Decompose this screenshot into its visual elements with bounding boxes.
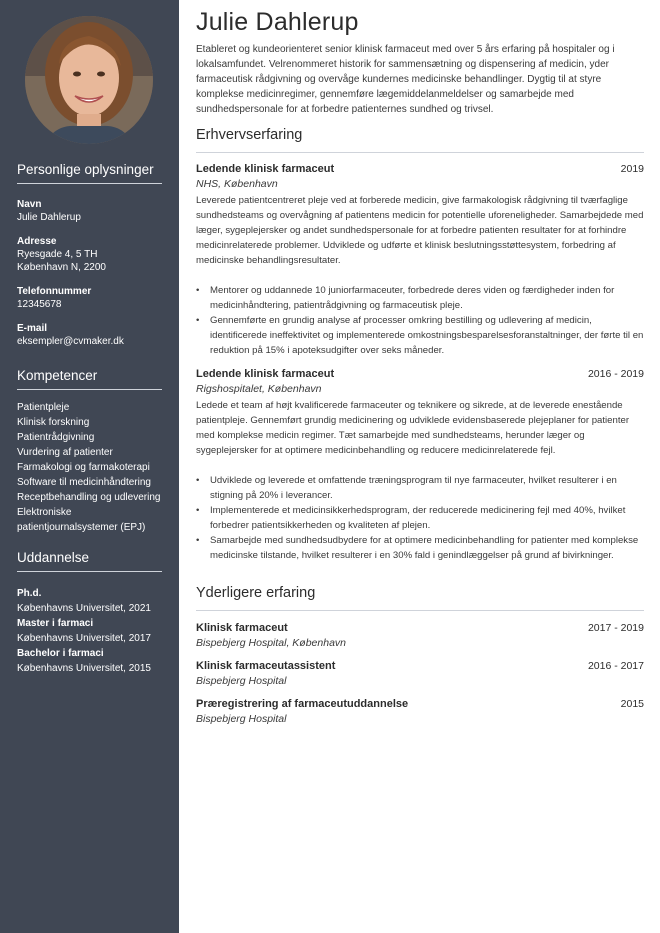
- skill-item: Patientpleje: [17, 402, 70, 413]
- additional-job-entry: [196, 660, 644, 687]
- job-bullets: [196, 473, 644, 563]
- job-bullets: [196, 283, 644, 358]
- job-header: [196, 368, 644, 380]
- job-header: [196, 622, 644, 634]
- job-bullet: • Samarbejde med sundhedsudbydere for at optimere medicinbehandling for patienter med komplekse medicinske tilstande, hvilket resulterer i en 30% fald i genindlæggelser på grund af bivirkninger.: [210, 533, 644, 563]
- job-header: [196, 698, 644, 710]
- education-degree: Master i farmaci: [17, 618, 94, 629]
- job-title: Klinisk farmaceut: [196, 622, 288, 634]
- education-title: Uddannelse: [17, 550, 162, 572]
- experience-title: Erhvervserfaring: [196, 127, 644, 153]
- job-entry: [196, 368, 644, 563]
- skill-item: Software til medicinhåndtering: [17, 477, 151, 488]
- job-bullet: • Implementerede et medicinsikkerhedsprogram, der reducerede medicinering fejl med 40%, hvilket forbedrer patientsikkerheden og kvaliteten af plejen.: [210, 503, 644, 533]
- info-label: E-mail: [17, 323, 48, 334]
- additional-job-entry: [196, 622, 644, 649]
- skill-item: Elektroniske: [17, 507, 72, 518]
- job-place: Bispebjerg Hospital: [196, 713, 287, 725]
- portrait-photo: [25, 16, 153, 144]
- personal-info-title: Personlige oplysninger: [17, 162, 162, 184]
- job-title: Ledende klinisk farmaceut: [196, 368, 335, 380]
- info-label: Navn: [17, 199, 42, 210]
- skills-title: Kompetencer: [17, 368, 162, 390]
- job-date: 2016 - 2019: [587, 368, 644, 380]
- job-header: [196, 163, 644, 175]
- job-date: 2017 - 2019: [587, 622, 644, 634]
- personal-info: [0, 198, 179, 348]
- job-title: Ledende klinisk farmaceut: [196, 163, 335, 175]
- info-label: Adresse: [17, 236, 57, 247]
- skills-list: [0, 400, 179, 535]
- info-phone: [17, 285, 162, 311]
- main-content: [196, 6, 644, 725]
- info-value[interactable]: eksempler@cvmaker.dk: [17, 336, 124, 347]
- skill-item: Farmakologi og farmakoterapi: [17, 462, 150, 473]
- job-date: 2019: [620, 163, 644, 175]
- job-title: Klinisk farmaceutassistent: [196, 660, 336, 672]
- info-name: [17, 198, 162, 224]
- avatar: [25, 16, 153, 144]
- education-item: [17, 616, 162, 646]
- job-place: Rigshospitalet, København: [196, 383, 322, 395]
- candidate-name: Julie Dahlerup: [196, 8, 359, 36]
- skill-item: Klinisk forskning: [17, 417, 90, 428]
- info-value: 12345678: [17, 299, 62, 310]
- job-bullet: • Udviklede og leverede et omfattende træningsprogram til nye farmaceuter, hvilket resulterer i en stigning på 20% i leverancer.: [210, 473, 644, 503]
- job-place: Bispebjerg Hospital: [196, 675, 287, 687]
- skill-item: patientjournalsystemer (EPJ): [17, 522, 146, 533]
- job-entry: [196, 163, 644, 358]
- education-item: [17, 646, 162, 676]
- info-value: Julie Dahlerup: [17, 212, 81, 223]
- job-date: 2015: [620, 698, 644, 710]
- education-school: Københavns Universitet, 2015: [17, 663, 151, 674]
- profile-summary: Etableret og kundeorienteret senior klinisk farmaceut med over 5 års erfaring på hospitaler og i lokalsamfundet. Velrenommeret historik for sammensætning og dispensering af medicin, yder farmaceutisk rådgivning og overvåge kundernes medicinske behandlinger. Dygtig til at styre komplekse medicinregimer, gennemføre lægemiddelanmeldelser og samarbejde med sundhedspersonale for at forbedre patienternes sundhed og trivsel.: [196, 44, 615, 115]
- job-bullet: • Gennemførte en grundig analyse af processer omkring bestilling og udlevering af medicin, identificerede ineffektivitet og implementerede omkostningsbesparelsesforanstaltninger, der førte til en reduktion på 15% i apoteksudgifter over seks måneder.: [210, 313, 644, 358]
- info-value: København N, 2200: [17, 262, 106, 273]
- skill-item: Vurdering af patienter: [17, 447, 113, 458]
- job-bullet: • Mentorer og uddannede 10 juniorfarmaceuter, forbedrede deres viden og færdigheder inden for medicinhåndtering, patientrådgivning og farmaceutisk pleje.: [210, 283, 644, 313]
- info-address: [17, 235, 162, 274]
- skill-item: Patientrådgivning: [17, 432, 95, 443]
- job-header: [196, 660, 644, 672]
- job-place: NHS, København: [196, 178, 278, 190]
- education-item: [17, 586, 162, 616]
- job-description: Ledede et team af højt kvalificerede farmaceuter og teknikere og sikrede, at de leverede enestående patientpleje. Gennemført grundig medicinering og udviklede evidensbaserede plejeplaner for patienter med komplekse medicin regimer. Tæt samarbejde med sundhedsteams, herunder læger og sygeplejersker for at optimere medicinbehandling og reducere medicinrelaterede fejl.: [196, 400, 630, 456]
- education-degree: Ph.d.: [17, 588, 42, 599]
- additional-job-entry: [196, 698, 644, 725]
- info-label: Telefonnummer: [17, 286, 92, 297]
- info-value: Ryesgade 4, 5 TH: [17, 249, 98, 260]
- skill-item: Receptbehandling og udlevering: [17, 492, 161, 503]
- education-list: [0, 586, 179, 676]
- education-degree: Bachelor i farmaci: [17, 648, 104, 659]
- job-place: Bispebjerg Hospital, København: [196, 637, 347, 649]
- education-school: Københavns Universitet, 2021: [17, 603, 151, 614]
- sidebar: [0, 0, 179, 933]
- job-title: Præregistrering af farmaceutuddannelse: [196, 698, 409, 710]
- education-school: Københavns Universitet, 2017: [17, 633, 151, 644]
- info-email: [17, 322, 162, 348]
- additional-experience-title: Yderligere erfaring: [196, 585, 644, 611]
- job-description: Leverede patientcentreret pleje ved at forberede medicin, give farmakologisk rådgivning til tværfaglige sundhedsteams og overvågning af patientens medicin for potentielle uforeneligheder. Samarbejdede med læger, sygeplejersker og andet sundhedspersonale for at forbedre patienten resultater for at forhindre medicinrelaterede problemer. Udviklede og udførte et klinisk beslutningsstøttesystem, forbedring af medicinske behandlingsresultater.: [196, 195, 644, 266]
- job-date: 2016 - 2017: [587, 660, 644, 672]
